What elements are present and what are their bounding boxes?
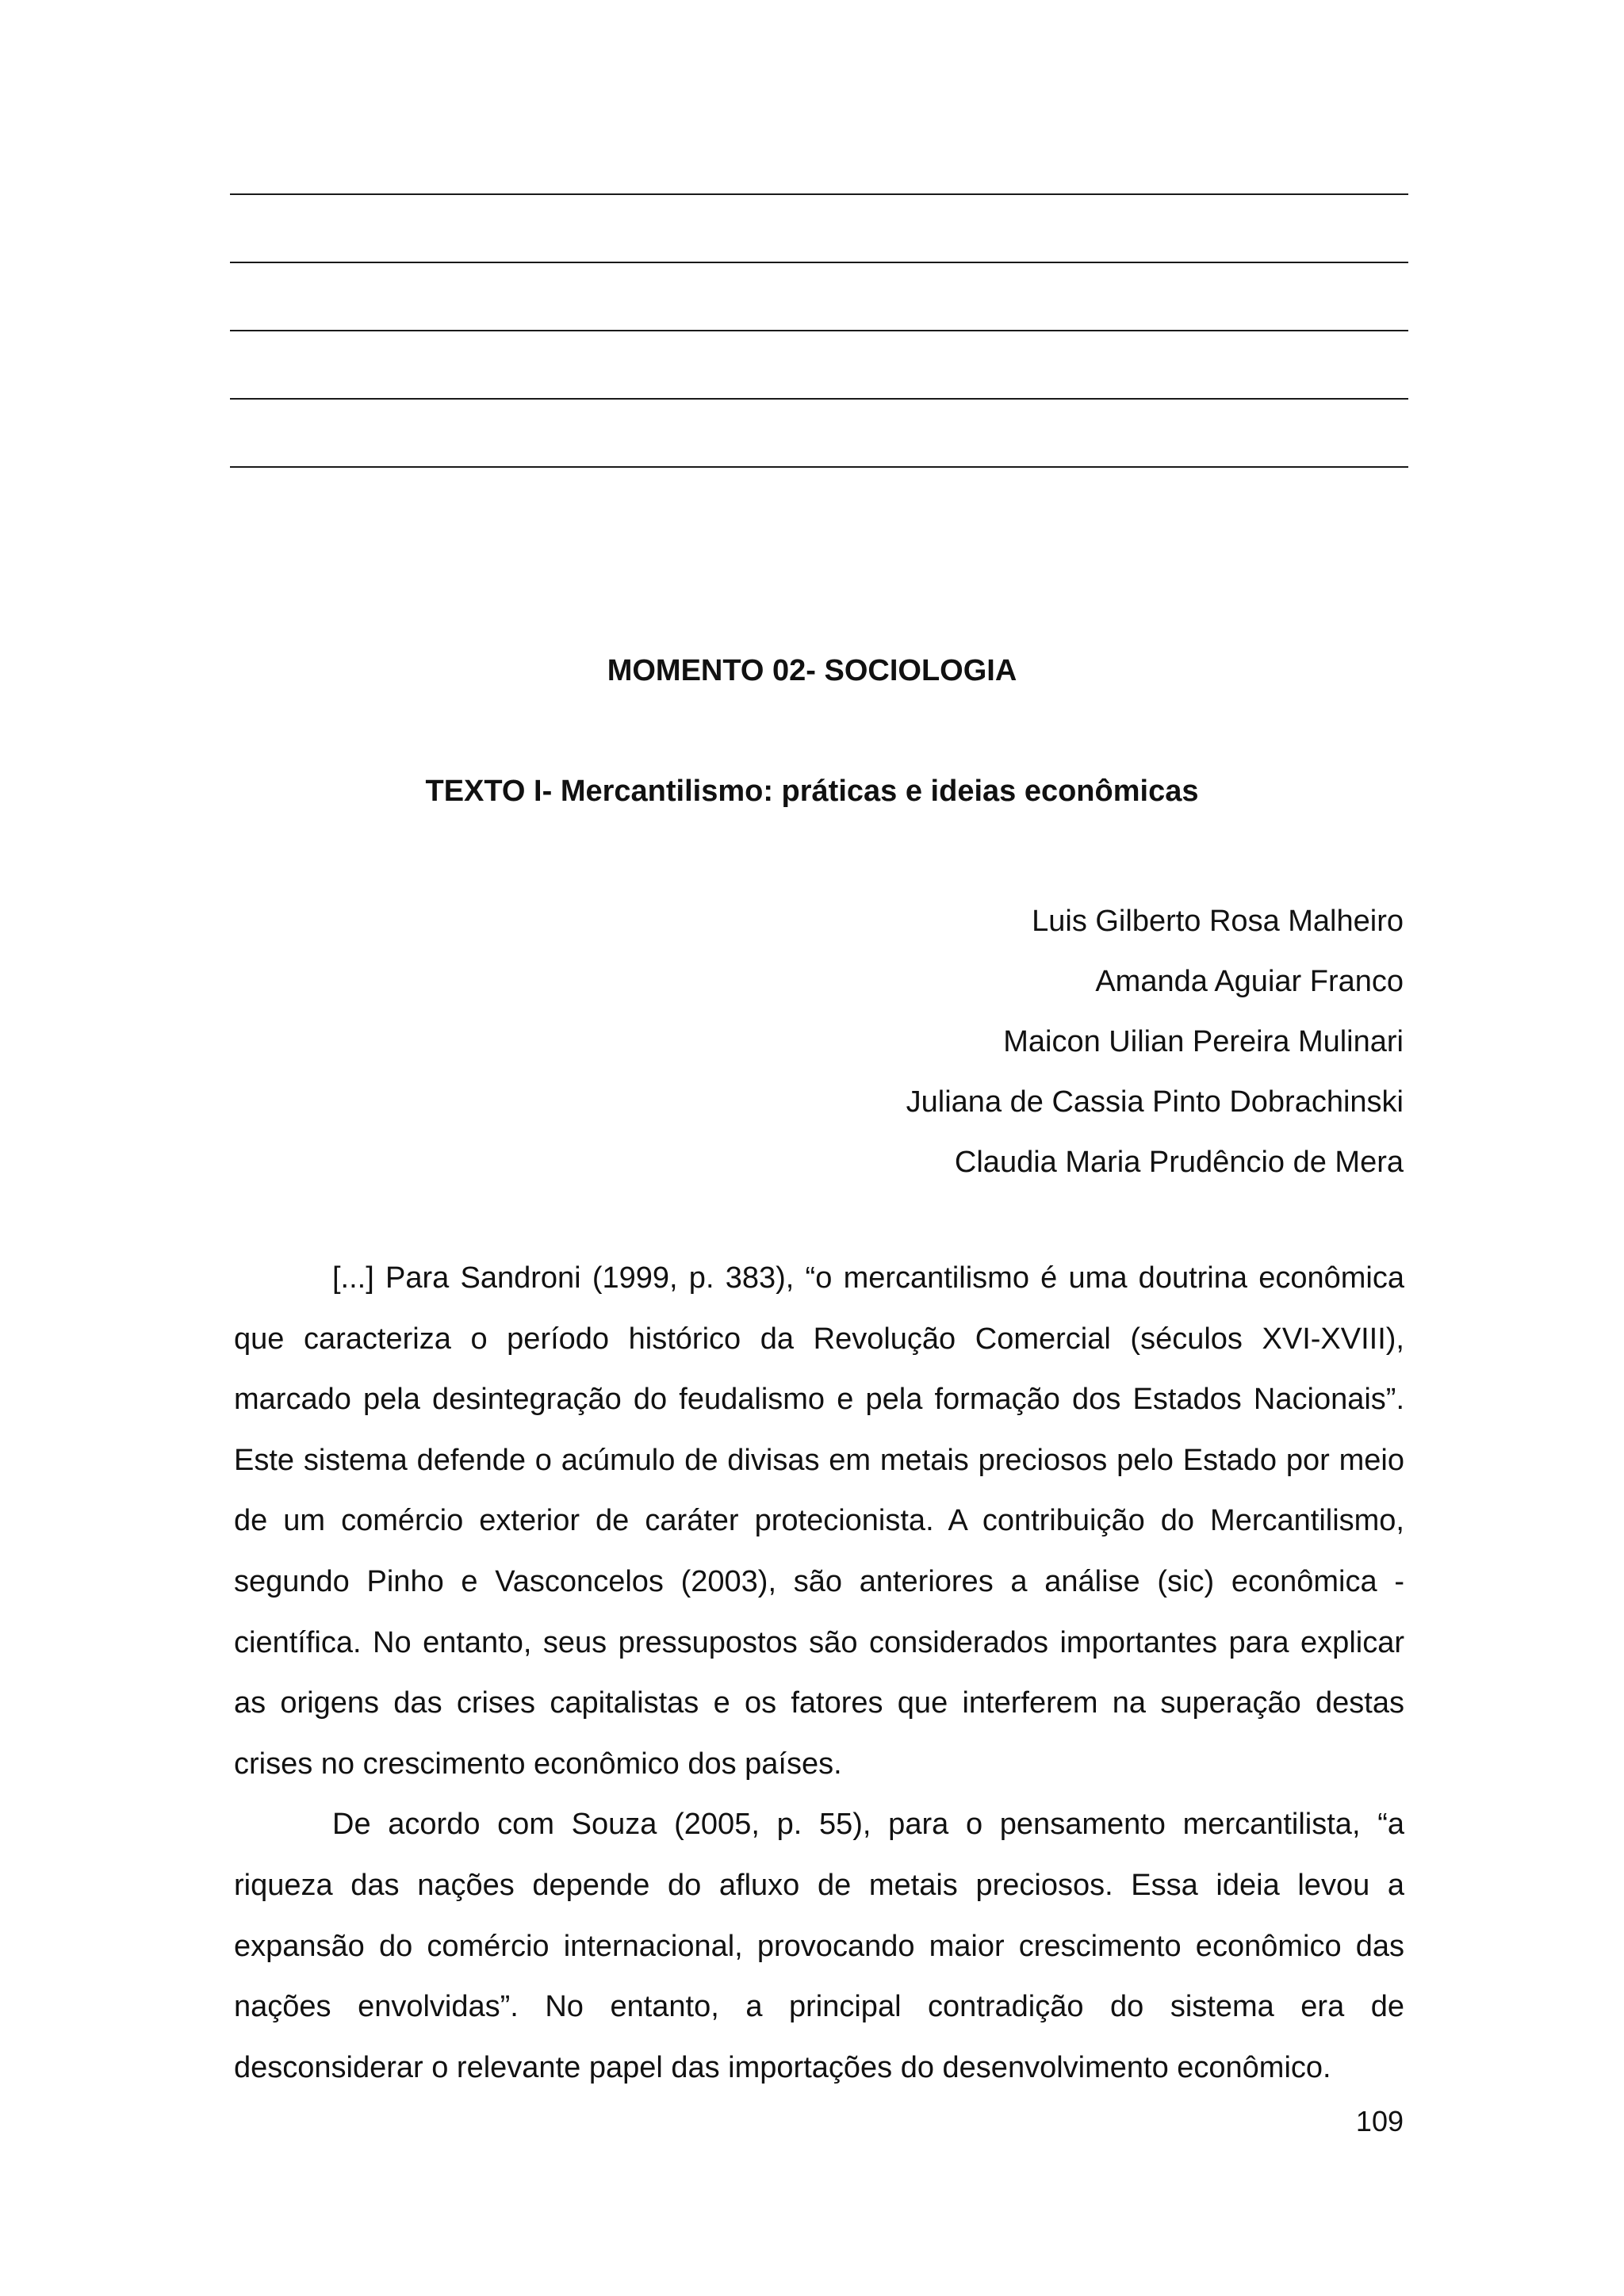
text-title-rest: - Mercantilismo: práticas e ideias econômicas xyxy=(542,775,1199,808)
writing-line-2 xyxy=(230,262,1408,263)
page-number: 109 xyxy=(1355,2105,1404,2137)
paragraph: De acordo com Souza (2005, p. 55), para o pensamento mercantilista, “a riqueza das nações depende do afluxo de metais preciosos. Essa ideia levou a expansão do comércio internacional, provocando maior crescimento econômico das nações envolvidas”. No entanto, a principal contradição do sistema era de desconsiderar o relevante papel das importações do desenvolvimento econômico. xyxy=(234,1808,1404,2084)
author-name: Juliana de Cassia Pinto Dobrachinski xyxy=(906,1085,1404,1119)
text-title xyxy=(0,772,1624,810)
author-name: Claudia Maria Prudêncio de Mera xyxy=(954,1146,1404,1179)
paragraph: [...] Para Sandroni (1999, p. 383), “o mercantilismo é uma doutrina econômica que caracteriza o período histórico da Revolução Comercial (séculos XVI-XVIII), marcado pela desintegração do feudalismo e pela formação dos Estados Nacionais”. Este sistema defende o acúmulo de divisas em metais preciosos pelo Estado por meio de um comércio exterior de caráter protecionista. A contribuição do Mercantilismo, segundo Pinho e Vasconcelos (2003), são anteriores a análise (sic) econômica - científica. No entanto, seus pressupostos são considerados importantes para explicar as origens das crises capitalistas e os fatores que interferem na superação destas crises no crescimento econômico dos países. xyxy=(234,1261,1404,1781)
writing-line-3 xyxy=(230,330,1408,331)
section-title: MOMENTO 02- SOCIOLOGIA xyxy=(607,654,1017,687)
author-name: Maicon Uilian Pereira Mulinari xyxy=(1003,1025,1404,1058)
writing-line-5 xyxy=(230,466,1408,468)
author-name: Amanda Aguiar Franco xyxy=(1095,965,1404,998)
writing-line-4 xyxy=(230,398,1408,400)
author-list xyxy=(906,891,1404,1192)
author-name: Luis Gilberto Rosa Malheiro xyxy=(1032,905,1404,938)
text-title-prefix: TEXTO I xyxy=(425,775,542,808)
body-text xyxy=(234,1248,1404,2098)
writing-line-1 xyxy=(230,193,1408,195)
